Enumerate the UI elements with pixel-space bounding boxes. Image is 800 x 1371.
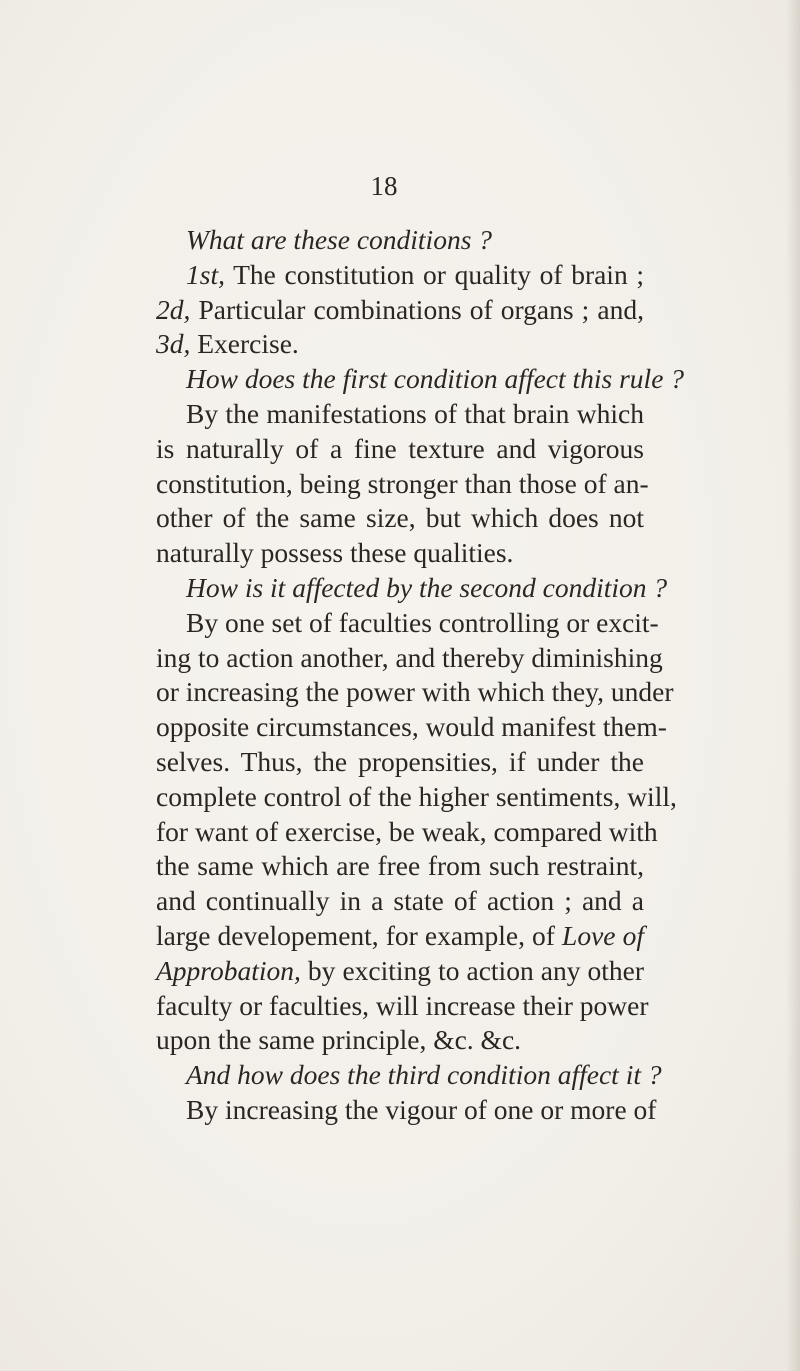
question-line: And how does the third condition affect it ? (186, 1059, 662, 1091)
answer-line (156, 327, 644, 362)
ordinal-label: 3d, (156, 328, 191, 360)
answer-line: is naturally of a fine texture and vigorous (156, 432, 644, 464)
answer-line: By one set of faculties controlling or excit- (186, 606, 659, 638)
answer-line: other of the same size, but which does not (156, 502, 644, 534)
ordinal-label: 2d, (156, 293, 191, 325)
answer-line: or increasing the power with which they, under (156, 676, 674, 708)
question-line: How is it affected by the second condition ? (186, 571, 668, 603)
answer-line: By increasing the vigour of one or more of (186, 1093, 657, 1125)
answer-line: for want of exercise, be weak, compared with (156, 815, 658, 847)
answer-line: ing to action another, and thereby diminishing (156, 641, 663, 673)
answer-line: By the manifestations of that brain which (186, 397, 644, 429)
answer-line: faculty or faculties, will increase their power (156, 989, 649, 1021)
text-run: Exercise. (190, 328, 299, 360)
answer-line: naturally possess these qualities. (156, 537, 514, 569)
emphasis-term: Love of (562, 919, 644, 951)
ordinal-label: 1st, (186, 258, 225, 290)
text-run: Particular combinations of organs ; and, (190, 293, 644, 325)
answer-line (156, 954, 644, 989)
answer-line: selves. Thus, the propensities, if under the (156, 745, 644, 777)
text-run: large developement, for example, of (156, 919, 563, 951)
page-edge-shadow (786, 0, 800, 1371)
question-line: How does the first condition affect this rule ? (186, 363, 685, 395)
answer-line (156, 919, 644, 954)
emphasis-term: Approbation, (156, 954, 301, 986)
text-run: by exciting to action any other (300, 954, 644, 986)
body-text (156, 223, 685, 1128)
answer-line: complete control of the higher sentiments, will, (156, 780, 677, 812)
answer-line: upon the same principle, &c. &c. (156, 1024, 522, 1056)
answer-line: and continually in a state of action ; and a (156, 885, 644, 917)
question-line: What are these conditions ? (186, 224, 493, 255)
answer-line (156, 258, 644, 293)
answer-line: the same which are free from such restraint, (156, 850, 644, 882)
answer-line (156, 293, 644, 328)
page-number: 18 (370, 171, 398, 201)
text-run: The constitution or quality of brain ; (224, 258, 644, 290)
answer-line: opposite circumstances, would manifest them- (156, 711, 667, 743)
answer-line: constitution, being stronger than those of an- (156, 467, 649, 499)
